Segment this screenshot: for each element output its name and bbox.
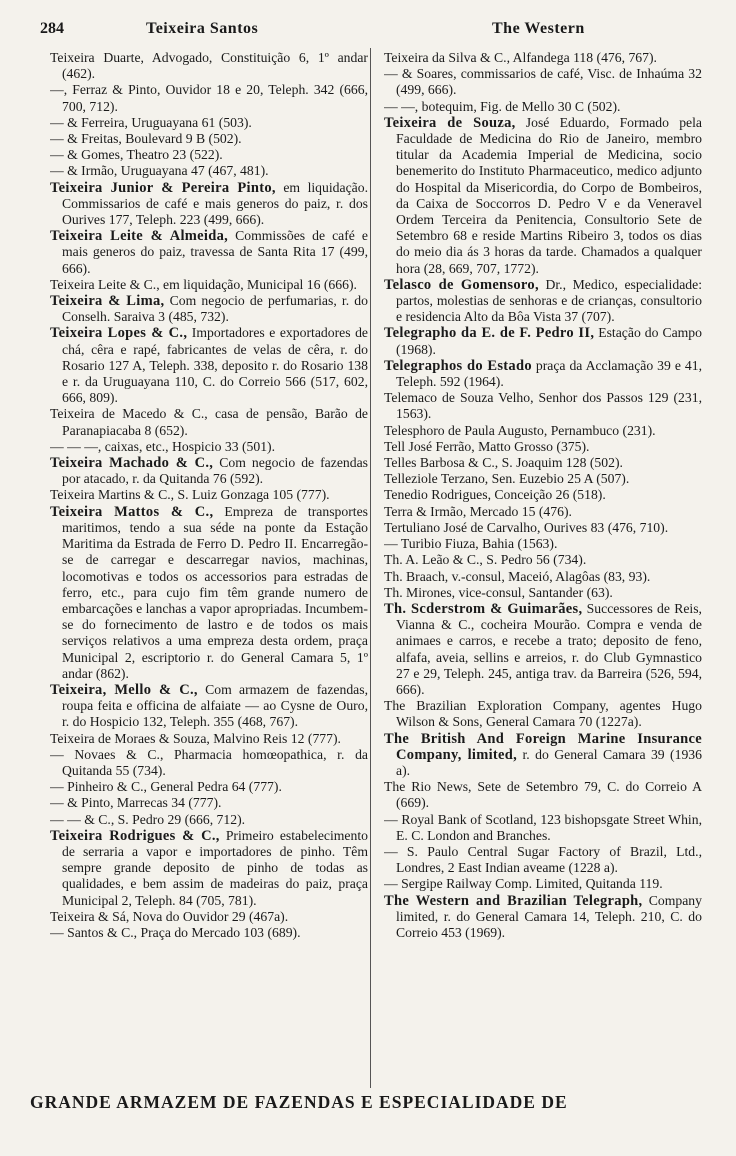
entry-text: Dr., Medico, especialidade: partos, molestias de senhoras e de crianças, consultorio e residencia Alto da Bôa Vista 37 (707). <box>396 276 702 325</box>
directory-entry <box>384 504 702 520</box>
entry-text: Primeiro estabelecimento de serraria a vapor e importadores de pinho. Têm sempre grande deposito de pinho de todas as qualidades, e bem assim de madeiras do paiz, praça Municipal 2, Teleph. 84 (705, 781). <box>62 827 368 908</box>
entry-text: — Turibio Fiuza, Bahia (1563). <box>384 536 558 552</box>
entry-text: Teixeira Leite & C., em liquidação, Municipal 16 (666). <box>50 276 357 292</box>
entry-text: — & Irmão, Uruguayana 47 (467, 481). <box>50 163 269 179</box>
running-head-left: Teixeira Santos <box>146 20 259 37</box>
directory-entry <box>50 131 368 147</box>
directory-entry <box>50 50 368 82</box>
running-head-right: The Western <box>492 20 585 37</box>
entry-text: — Santos & C., Praça do Mercado 103 (689). <box>50 924 301 940</box>
entry-text: Teixeira & Sá, Nova do Ouvidor 29 (467a). <box>50 908 289 924</box>
footer-banner: GRANDE ARMAZEM DE FAZENDAS E ESPECIALIDADE DE <box>30 1092 568 1112</box>
entry-text: — & Ferreira, Uruguayana 61 (503). <box>50 114 252 130</box>
entry-name: The Western and Brazilian Telegraph, <box>384 892 643 909</box>
page-header <box>22 14 722 42</box>
entry-text: — & Freitas, Boulevard 9 B (502). <box>50 131 242 147</box>
directory-entry <box>50 795 368 811</box>
entry-text: — & Soares, commissarios de café, Visc. de Inhaúma 32 (499, 666). <box>384 66 702 98</box>
entry-text: Importadores e exportadores de chá, cêra e rapé, fabricantes de velas de cêra, r. do Rosario 127 A, Teleph. 338, deposito r. do Rosario 138 e r. da Uruguayana 110, C. do Correio 566 (517, 602, 666, 809). <box>62 325 368 406</box>
entry-text: Th. A. Leão & C., S. Pedro 56 (734). <box>384 552 587 568</box>
directory-entry <box>384 358 702 390</box>
entry-text: Teixeira de Moraes & Souza, Malvino Reis 12 (777). <box>50 730 341 746</box>
directory-entry <box>384 325 702 357</box>
entry-text: Company limited, r. do General Camara 14, Teleph. 210, C. do Correio 453 (1969). <box>396 892 702 940</box>
entry-text: Telemaco de Souza Velho, Senhor dos Passos 129 (231, 1563). <box>384 390 702 422</box>
entry-name: Teixeira Junior & Pereira Pinto, <box>50 179 276 196</box>
directory-entry <box>50 439 368 455</box>
directory-entry <box>384 698 702 730</box>
entry-name: Teixeira Rodrigues & C., <box>50 827 220 844</box>
entry-text: The Rio News, Sete de Setembro 79, C. do Correio A (669). <box>384 779 702 811</box>
directory-entry <box>384 876 702 892</box>
entry-text: — Royal Bank of Scotland, 123 bishopsgate Street Whin, E. C. London and Branches. <box>384 811 702 843</box>
entry-text: — Novaes & C., Pharmacia homœopathica, r. da Quitanda 55 (734). <box>50 746 368 778</box>
directory-entry <box>50 293 368 325</box>
directory-entry <box>50 731 368 747</box>
directory-entry <box>384 439 702 455</box>
directory-entry <box>384 455 702 471</box>
directory-entry <box>384 50 702 66</box>
entry-text: Th. Mirones, vice-consul, Santander (63). <box>384 584 613 600</box>
entry-name: Telasco de Gomensoro, <box>384 276 539 293</box>
directory-entry <box>384 893 702 942</box>
entry-text: Telesphoro de Paula Augusto, Pernambuco (231). <box>384 422 656 438</box>
entry-text: — — & C., S. Pedro 29 (666, 712). <box>50 811 246 827</box>
entry-text: Tenedio Rodrigues, Conceição 26 (518). <box>384 487 606 503</box>
directory-entry <box>50 82 368 114</box>
entry-text: —, Ferraz & Pinto, Ouvidor 18 e 20, Teleph. 342 (666, 700, 712). <box>50 82 368 114</box>
entry-name: Teixeira & Lima, <box>50 293 165 310</box>
directory-entry <box>50 812 368 828</box>
directory-entry <box>384 423 702 439</box>
entry-name: Telegraphos do Estado <box>384 357 532 374</box>
entry-text: José Eduardo, Formado pela Faculdade de Medicina do Rio de Janeiro, membro titular da Academia Imperial de Medicina, socio benemerito do Instituto Pharmaceutico, medico adjunto do Hospital da Misericordia, do Corpo de Bombeiros, da Caixa de Soccorros D. Pedro V e da Veneravel Ordem Terceira da Penitencia, Consultorio Sete de Setembro 68 e reside Martins Ribeiro 3, todos os dias do meio dia ás 3 horas da tarde. Chamados a qualquer hora (28, 669, 707, 1772). <box>396 114 702 276</box>
directory-entry <box>50 682 368 731</box>
right-column <box>384 50 702 1080</box>
entry-text: Tell José Ferrão, Matto Grosso (375). <box>384 438 590 454</box>
left-column <box>50 50 368 1080</box>
entry-name: Teixeira Mattos & C., <box>50 503 214 520</box>
entry-text: — Sergipe Railway Comp. Limited, Quitanda 119. <box>384 876 663 892</box>
directory-entry <box>384 844 702 876</box>
directory-entry <box>50 925 368 941</box>
directory-entry <box>50 406 368 438</box>
directory-entry <box>384 552 702 568</box>
directory-entry <box>50 228 368 277</box>
entry-text: r. do General Camara 39 (1936 a). <box>396 746 702 778</box>
entry-text: Empreza de transportes maritimos, tendo a sua séde na ponte da Estação Maritima da Estrada de Ferro D. Pedro II. Encarregão-se de carregar e descarregar navios, machinas, locomotivas e todos os accessorios para estradas de ferro, etc., para cujo fim têm grande numero de embarcações e lanchas a vapor apropriadas. Incumbem-se do fornecimento de lastro e de todos os mais serviços relativos a uma empreza desta ordem, praça Municipal 2, escriptorio r. do General Camara 5, 1º andar (862). <box>62 503 368 681</box>
entry-text: — —, botequim, Fig. de Mello 30 C (502). <box>384 98 621 114</box>
entry-name: Telegrapho da E. de F. Pedro II, <box>384 325 595 342</box>
directory-entry <box>384 390 702 422</box>
directory-entry <box>50 180 368 229</box>
entry-text: The Brazilian Exploration Company, agentes Hugo Wilson & Sons, General Camara 70 (1227a). <box>384 698 702 730</box>
entry-text: Com negocio de fazendas por atacado, r. da Quitanda 76 (592). <box>62 455 368 487</box>
directory-entry <box>50 828 368 909</box>
entry-text: Teixeira Martins & C., S. Luiz Gonzaga 105 (777). <box>50 487 330 503</box>
entry-text: Com negocio de perfumarias, r. do Conselh. Saraiva 3 (485, 732). <box>62 293 368 325</box>
directory-entry <box>50 487 368 503</box>
directory-entry <box>384 99 702 115</box>
directory-entry <box>384 471 702 487</box>
entry-text: Com armazem de fazendas, roupa feita e officina de alfaiate — ao Cysne de Ouro, r. do Hospicio 132, Teleph. 355 (468, 767). <box>62 681 368 730</box>
directory-entry <box>384 520 702 536</box>
entry-name: Teixeira Machado & C., <box>50 455 214 472</box>
directory-entry <box>50 115 368 131</box>
entry-name: Teixeira Leite & Almeida, <box>50 228 229 245</box>
directory-entry <box>384 536 702 552</box>
entry-text: Estação do Campo (1968). <box>396 325 702 357</box>
entry-name: Th. Scderstrom & Guimarães, <box>384 600 583 617</box>
entry-name: Teixeira, Mello & C., <box>50 681 198 698</box>
directory-entry <box>384 487 702 503</box>
entry-text: — Pinheiro & C., General Pedra 64 (777). <box>50 779 282 795</box>
directory-entry <box>50 325 368 406</box>
directory-entry <box>50 504 368 682</box>
entry-text: Commissões de café e mais generos do paiz, travessa de Santa Rita 17 (499, 666). <box>62 228 368 276</box>
directory-entry <box>384 601 702 698</box>
directory-entry <box>384 115 702 277</box>
entry-text: Terra & Irmão, Mercado 15 (476). <box>384 503 572 519</box>
directory-entry <box>384 812 702 844</box>
entry-text: — S. Paulo Central Sugar Factory of Brazil, Ltd., Londres, 2 East Indian aveame (1228 a). <box>384 843 702 876</box>
entry-name: The British And Foreign Marine Insurance Company, limited, <box>384 730 702 763</box>
entry-name: Teixeira de Souza, <box>384 114 516 131</box>
directory-entry <box>50 277 368 293</box>
directory-entry <box>384 585 702 601</box>
directory-entry <box>50 909 368 925</box>
entry-text: Telleziole Terzano, Sen. Euzebio 25 A (507). <box>384 471 630 487</box>
directory-entry <box>50 779 368 795</box>
entry-text: — & Pinto, Marrecas 34 (777). <box>50 795 222 811</box>
entry-text: Teixeira de Macedo & C., casa de pensão, Barão de Paranapiacaba 8 (652). <box>50 406 368 438</box>
entry-text: Teixeira Duarte, Advogado, Constituição 6, 1º andar (462). <box>50 50 368 82</box>
entry-text: Tertuliano José de Carvalho, Ourives 83 (476, 710). <box>384 519 669 535</box>
directory-entry <box>384 569 702 585</box>
page-number: 284 <box>40 20 64 37</box>
entry-text: — & Gomes, Theatro 23 (522). <box>50 147 223 163</box>
directory-entry <box>384 779 702 811</box>
directory-entry <box>50 163 368 179</box>
directory-entry <box>50 147 368 163</box>
directory-entry <box>50 455 368 487</box>
column-divider <box>370 48 371 1088</box>
entry-text: Teixeira da Silva & C., Alfandega 118 (476, 767). <box>384 50 657 65</box>
entry-text: praça da Acclamação 39 e 41, Teleph. 592 (1964). <box>396 357 702 390</box>
entry-name: Teixeira Lopes & C., <box>50 325 188 342</box>
directory-entry <box>50 747 368 779</box>
entry-text: Successores de Reis, Vianna & C., cocheira Mourão. Compra e venda de animaes e carros, e recebe a trato; deposito de feno, alfafa, aveia, sellins e arreios, r. do Club Gymnastico 27 e 29, Teleph. 245, antiga trav. da Barreira (526, 594, 666). <box>396 600 702 697</box>
entry-text: em liquidação. Commissarios de café e mais generos do paiz, r. dos Ourives 177, Teleph. 223 (499, 666). <box>62 179 368 228</box>
entry-text: Telles Barbosa & C., S. Joaquim 128 (502). <box>384 455 623 471</box>
directory-entry <box>384 277 702 326</box>
directory-entry <box>384 731 702 780</box>
entry-text: — — —, caixas, etc., Hospicio 33 (501). <box>50 438 276 454</box>
directory-entry <box>384 66 702 98</box>
entry-text: Th. Braach, v.-consul, Maceió, Alagôas (83, 93). <box>384 568 651 584</box>
